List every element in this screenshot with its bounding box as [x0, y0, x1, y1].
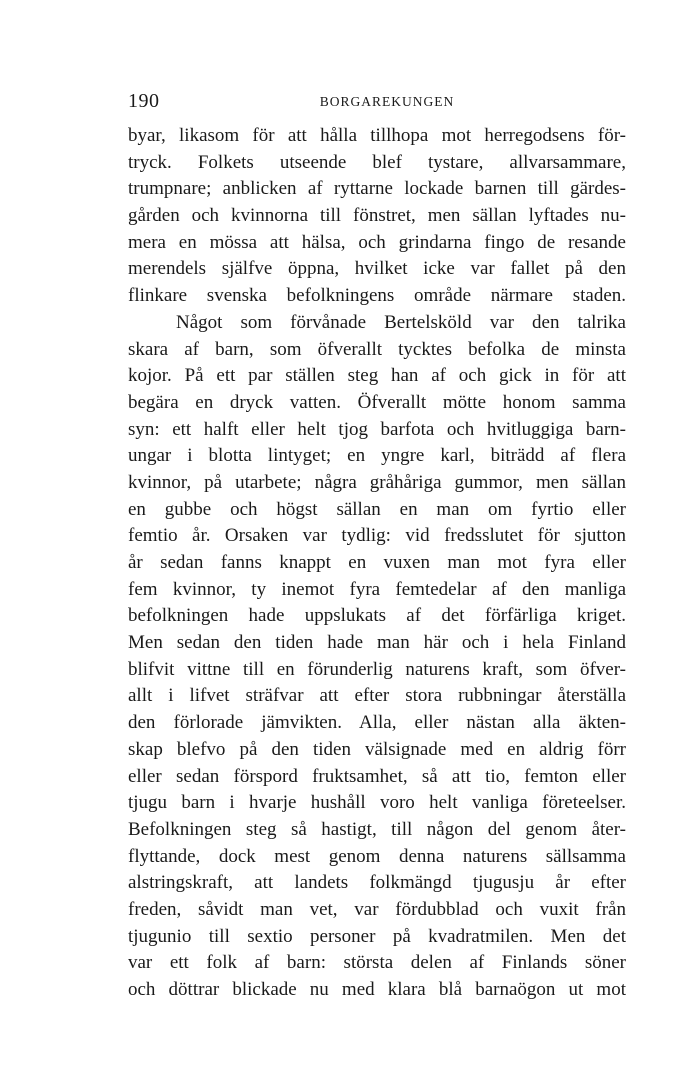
text-line: tryck. Folkets utseende blef tystare, allvarsammare, [128, 151, 626, 173]
text-line: blifvit vittne till en förunderlig naturens kraft, som öfver- [128, 658, 626, 680]
text-line: skap blefvo på den tiden välsignade med en aldrig förr [128, 738, 626, 760]
text-line: den förlorade jämvikten. Alla, eller nästan alla äkten- [128, 712, 626, 734]
text-line: mera en mössa att hälsa, och grindarna fingo de resande [128, 231, 626, 253]
running-title: BORGAREKUNGEN [319, 94, 455, 109]
text-line: och döttrar blickade nu med klara blå barnaögon ut mot [128, 979, 626, 1000]
text-line: syn: ett halft eller helt tjog barfota och hvitluggiga barn- [128, 418, 626, 440]
text-line: ungar i blotta lintyget; en yngre karl, biträdd af flera [128, 445, 626, 467]
text-line: Något som förvånade Bertelsköld var den talrika [176, 311, 626, 333]
text-line: skara af barn, som öfverallt tycktes befolka de minsta [128, 338, 626, 360]
text-line: byar, likasom för att hålla tillhopa mot herregodsens för- [128, 125, 626, 146]
text-line: alstringskraft, att landets folkmängd tjugusju år efter [128, 872, 626, 894]
text-line: gården och kvinnorna till fönstret, men sällan lyftades nu- [128, 205, 626, 227]
page-number: 190 [128, 90, 160, 112]
text-line: tjugu barn i hvarje hushåll voro helt vanliga företeelser. [128, 792, 626, 814]
running-header [128, 90, 628, 114]
text-line: trumpnare; anblicken af ryttarne lockade barnen till gärdes- [128, 178, 626, 200]
text-line: befolkningen hade uppslukats af det förfärliga kriget. [128, 605, 626, 627]
text-line: eller sedan förspord fruktsamhet, så att tio, femton eller [128, 765, 626, 787]
text-line: Befolkningen steg så hastigt, till någon del genom åter- [128, 818, 626, 840]
text-line: år sedan fanns knappt en vuxen man mot fyra eller [128, 552, 626, 573]
body-text [128, 123, 626, 1004]
text-line: flinkare svenska befolkningens område närmare staden. [128, 285, 626, 307]
text-line: flyttande, dock mest genom denna naturens sällsamma [128, 845, 626, 867]
text-line: var ett folk af barn: största delen af Finlands söner [128, 952, 626, 974]
text-line: Men sedan den tiden hade man här och i hela Finland [128, 632, 626, 654]
text-line: femtio år. Orsaken var tydlig: vid fredsslutet för sjutton [128, 525, 626, 547]
text-line: kojor. På ett par ställen steg han af och gick in för att [128, 365, 626, 387]
text-line: allt i lifvet sträfvar att efter stora rubbningar återställa [128, 685, 626, 707]
text-line: fem kvinnor, ty inemot fyra femtedelar af den manliga [128, 578, 626, 600]
text-line: kvinnor, på utarbete; några gråhåriga gummor, men sällan [128, 471, 626, 493]
text-line: tjugunio till sextio personer på kvadratmilen. Men det [128, 925, 626, 947]
text-line: begära en dryck vatten. Öfverallt mötte honom samma [128, 391, 626, 413]
text-line: freden, såvidt man vet, var fördubblad och vuxit från [128, 898, 626, 920]
text-line: merendels själfve öppna, hvilket icke var fallet på den [128, 258, 626, 280]
text-line: en gubbe och högst sällan en man om fyrtio eller [128, 498, 626, 520]
